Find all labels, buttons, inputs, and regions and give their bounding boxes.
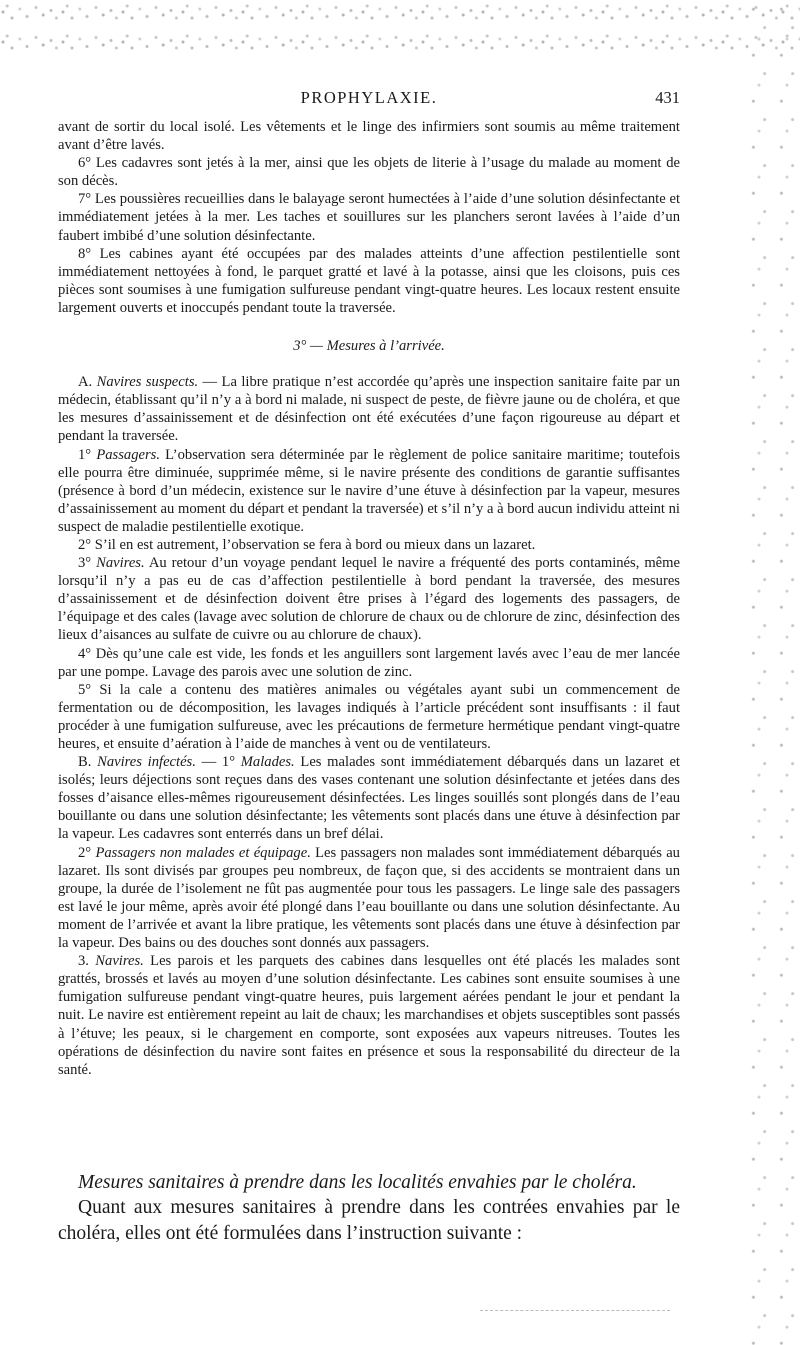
scan-noise-top <box>0 0 800 55</box>
item-title: Navires. <box>95 953 144 970</box>
paragraph-a1-passengers <box>58 446 680 536</box>
item-text: L’observation sera déterminée par le règlement de police sanitaire maritime; toutefois elle pourra être diminuée, supprimée même, si le navire présente des conditions de garantie suffisantes (présence à bord d’un médecin, existence sur le navire d’une étuve à désinfection par la vapeur, mesures d’assainissement au moment du départ et pendant la traversée) et s’il n’y a à bord aucun individu atteint ni suspect de maladie pestilentielle exotique. <box>58 446 680 535</box>
item-text: Au retour d’un voyage pendant lequel le navire a fréquenté des ports contaminés, même lorsqu’il n’y a pas eu de cas d’affection pestilentielle à bord pendant la traversée, des mesures d’assainissement et de désinfection doivent être prises à l’égard des logements des passagers, de l’équipage et des cales (lavage avec solution de chlorure de chaux ou de chlorure de zinc, désinfection des lieux d’aisances au sulfate de cuivre ou au chlorure de chaux). <box>58 555 680 644</box>
paragraph-b-infected-ships <box>58 753 680 843</box>
item-title: Passagers non malades et équipage. <box>95 844 311 861</box>
footer-rule <box>480 1310 670 1312</box>
paragraph-a-suspect-ships <box>58 373 680 445</box>
item-text: — La libre pratique n’est accordée qu’après une inspection sanitaire faite par un médecin, établissant qu’il n’y a à bord ni malade, ni suspect de peste, de fièvre jaune ou de choléra, et que les mesures d’assainissement et de désinfection ont été exécutées d’une façon rigoureuse au départ et pendant la traversée. <box>58 374 680 445</box>
section-heading-cholera: Mesures sanitaires à prendre dans les localités envahies par le choléra. <box>78 1172 637 1193</box>
paragraph: 7° Les poussières recueillies dans le balayage seront humectées à l’aide d’une solution désinfectante et immédiatement jetées à la mer. Les taches et souillures sur les planchers seront lavées à l’aide d’un faubert imbibé d’une solution désinfectante. <box>58 191 680 244</box>
item-title: Passagers. <box>96 446 160 463</box>
page-number: 431 <box>655 88 680 107</box>
item-title: Navires suspects. <box>96 374 199 391</box>
paragraph-a3-ships <box>58 554 680 644</box>
paragraph: avant de sortir du local isolé. Les vêtements et le linge des infirmiers sont soumis au même traitement avant d’être lavés. <box>58 119 680 154</box>
item-text: Les parois et les parquets des cabines dans lesquelles ont été placés les malades sont grattés, brossés et lavés au moyen d’une solution désinfectante. Les cabines sont ensuite soumises à une fumigation sulfureuse pendant vingt-quatre heures, puis largement aérées pendant le jour et pendant la nuit. Le navire est entièrement repeint au lait de chaux; les marchandises et objets susceptibles sont passés à l’étuve; les peaux, si le chargement en comporte, sont exposées aux vapeurs nitreuses. Toutes les opérations de désinfection du navire sont faites en présence et sous la responsabilité du directeur de la santé. <box>58 953 680 1078</box>
paragraph-a5: 5° Si la cale a contenu des matières animales ou végétales ayant subi un commencement de fermentation ou de décomposition, les lavages indiqués à l’article précédent sont insuffisants : il faut procéder à une fumigation sulfureuse, avec les précautions de fermeture hermétique pendant vingt-quatre heures, et ensuite d’aération à l’aide de manches à vent ou de ventilateurs. <box>58 681 680 752</box>
item-title: Navires infectés. <box>97 754 196 771</box>
paragraph-b2-passengers-crew <box>58 844 680 953</box>
paragraph-cholera-intro: Quant aux mesures sanitaires à prendre dans les contrées envahies par le choléra, elles ont été formulées dans l’instruction suivante : <box>58 1197 680 1244</box>
paragraph-a2: 2° S’il en est autrement, l’observation se fera à bord ou mieux dans un lazaret. <box>78 536 536 553</box>
page-header <box>58 88 680 114</box>
item-sep: — 1° <box>195 754 241 771</box>
item-text: Les malades sont immédiatement débarqués dans un lazaret et isolés; leurs déjections sont reçues dans des vases contenant une solution désinfectante et jetées dans des fosses d’aisance elles-mêmes rigoureusement désinfectées. Les linges souillés sont plongés dans de l’eau bouillante ou dans une solution désinfectante; les vêtements sont placés dans une étuve à désinfection par la vapeur. Les cadavres sont enterrés dans un bref délai. <box>58 754 680 843</box>
item-lead: B. <box>78 754 98 771</box>
item-lead: 2° <box>78 844 96 861</box>
running-title: PROPHYLAXIE. <box>300 88 438 107</box>
item-lead: 1° <box>78 446 97 463</box>
item-lead: 3° <box>78 555 97 572</box>
item-subtitle: Malades. <box>240 754 295 771</box>
item-text: Les passagers non malades sont immédiatement débarqués au lazaret. Ils sont divisés par groupes peu nombreux, de façon que, si des accidents se montraient dans un groupe, la durée de l’isolement ne fût pas augmentée pour tous les passagers. Le linge sale des passagers est lavé le jour même, après avoir été plongé dans l’eau bouillante ou dans une solution désinfectante. Au moment de l’arrivée et avant la libre pratique, les vêtements sont placés dans une étuve à désinfection par la vapeur. Des bains ou des douches sont donnés aux passagers. <box>58 844 680 952</box>
main-text <box>58 118 680 1079</box>
paragraph: 6° Les cadavres sont jetés à la mer, ainsi que les objets de literie à l’usage du malade au moment de son décès. <box>58 155 680 190</box>
item-title: Navires. <box>96 555 145 572</box>
section-subheading: 3° — Mesures à l’arrivée. <box>293 338 445 355</box>
paragraph-b3-ships <box>58 952 680 1079</box>
paragraph-a4: 4° Dès qu’une cale est vide, les fonds et les anguillers sont largement lavés avec l’eau de mer lancée par une pompe. Lavage des parois avec une solution de zinc. <box>58 645 680 680</box>
scan-noise-right <box>745 0 800 1345</box>
item-lead: 3. <box>78 953 96 970</box>
paragraph: 8° Les cabines ayant été occupées par des malades atteints d’une affection pestilentielle sont immédiatement nettoyées à fond, le parquet gratté et lavé à la potasse, ainsi que les cloisons, puis ces pièces sont soumises à une fumigation sulfureuse pendant vingt-quatre heures. Les locaux restent ensuite largement ouverts et inoccupés pendant toute la traversée. <box>58 245 680 316</box>
item-lead: A. <box>78 374 97 391</box>
